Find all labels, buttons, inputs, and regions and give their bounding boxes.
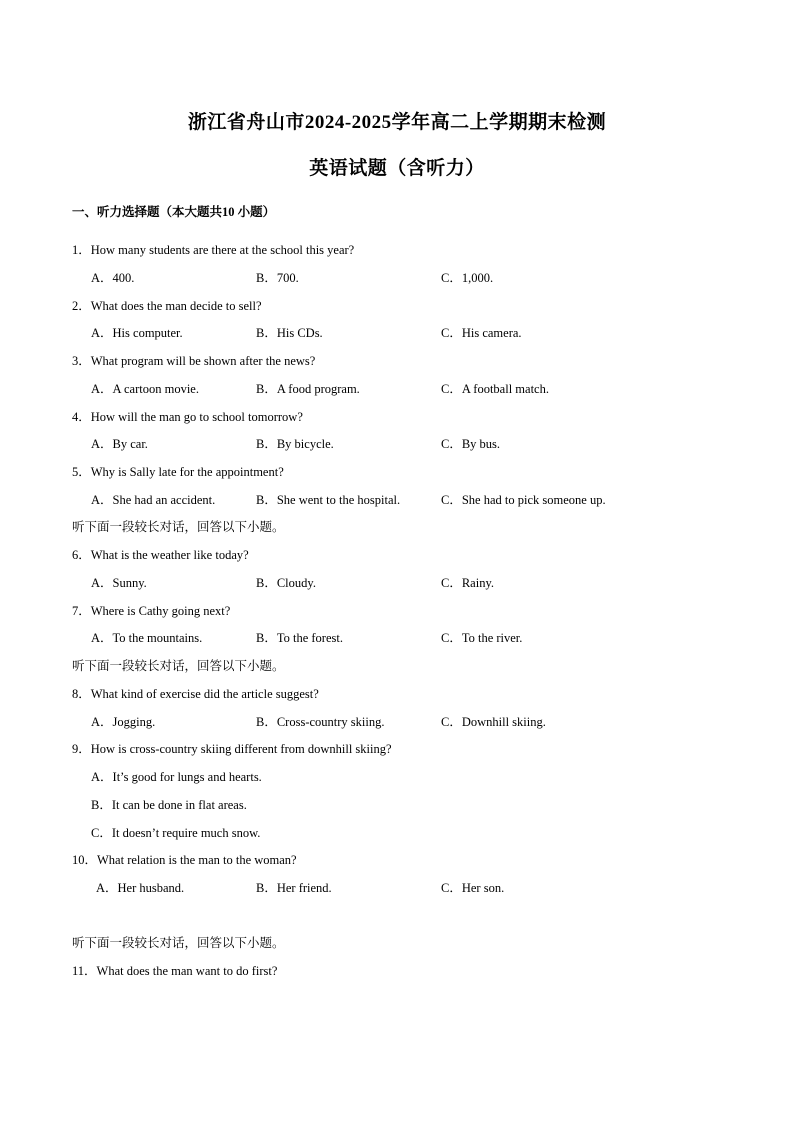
- question-stem: 1．How many students are there at the school this year?: [72, 243, 355, 257]
- option-c: C．A football match.: [441, 382, 549, 396]
- question-stem: 11．What does the man want to do first?: [72, 964, 278, 978]
- option-c: C．1,000.: [441, 271, 494, 285]
- option-b: B．By bicycle.: [256, 437, 334, 451]
- option-c: C．His camera.: [441, 326, 522, 340]
- option-b: B．She went to the hospital.: [256, 493, 401, 507]
- option-a: A．400.: [91, 271, 135, 285]
- option-c: C．Her son.: [441, 881, 505, 895]
- option-b: B．A food program.: [256, 382, 360, 396]
- option-a: A．His computer.: [91, 326, 183, 340]
- option-a: A．She had an accident.: [91, 493, 216, 507]
- document-title: 浙江省舟山市2024-2025学年高二上学期期末检测: [187, 112, 607, 133]
- option-b: B．To the forest.: [256, 631, 343, 645]
- document-subtitle: 英语试题（含听力）: [309, 158, 485, 179]
- question-stem: 6．What is the weather like today?: [72, 548, 249, 562]
- option-c: C．Downhill skiing.: [441, 715, 546, 729]
- option-c: C．She had to pick someone up.: [441, 493, 606, 507]
- question-stem: 4．How will the man go to school tomorrow?: [72, 410, 303, 424]
- option-a: A．Her husband.: [96, 881, 185, 895]
- question-stem: 9．How is cross-country skiing different from downhill skiing?: [72, 742, 392, 756]
- dialogue-instruction: 听下面一段较长对话，回答以下小题。: [72, 520, 285, 534]
- question-stem: 10．What relation is the man to the woman?: [72, 853, 297, 867]
- dialogue-instruction: 听下面一段较长对话，回答以下小题。: [72, 659, 285, 673]
- option-b: B．Cloudy.: [256, 576, 316, 590]
- option-c: C．Rainy.: [441, 576, 495, 590]
- option-a: A．By car.: [91, 437, 148, 451]
- option-c: C．To the river.: [441, 631, 523, 645]
- section-heading: 一、听力选择题（本大题共10 小题）: [72, 205, 276, 219]
- option-a: A．To the mountains.: [91, 631, 203, 645]
- option-b: B．Cross-country skiing.: [256, 715, 385, 729]
- option-a: A．It’s good for lungs and hearts.: [91, 770, 262, 784]
- option-a: A．Jogging.: [91, 715, 156, 729]
- option-b: B．Her friend.: [256, 881, 332, 895]
- question-stem: 7．Where is Cathy going next?: [72, 604, 231, 618]
- option-c: C．It doesn’t require much snow.: [91, 826, 261, 840]
- option-a: A．A cartoon movie.: [91, 382, 199, 396]
- question-stem: 2．What does the man decide to sell?: [72, 299, 262, 313]
- option-b: B．700.: [256, 271, 299, 285]
- question-stem: 3．What program will be shown after the news?: [72, 354, 316, 368]
- option-b: B．His CDs.: [256, 326, 323, 340]
- dialogue-instruction: 听下面一段较长对话，回答以下小题。: [72, 936, 285, 950]
- question-stem: 5．Why is Sally late for the appointment?: [72, 465, 284, 479]
- option-a: A．Sunny.: [91, 576, 147, 590]
- question-stem: 8．What kind of exercise did the article suggest?: [72, 687, 319, 701]
- option-b: B．It can be done in flat areas.: [91, 798, 247, 812]
- option-c: C．By bus.: [441, 437, 501, 451]
